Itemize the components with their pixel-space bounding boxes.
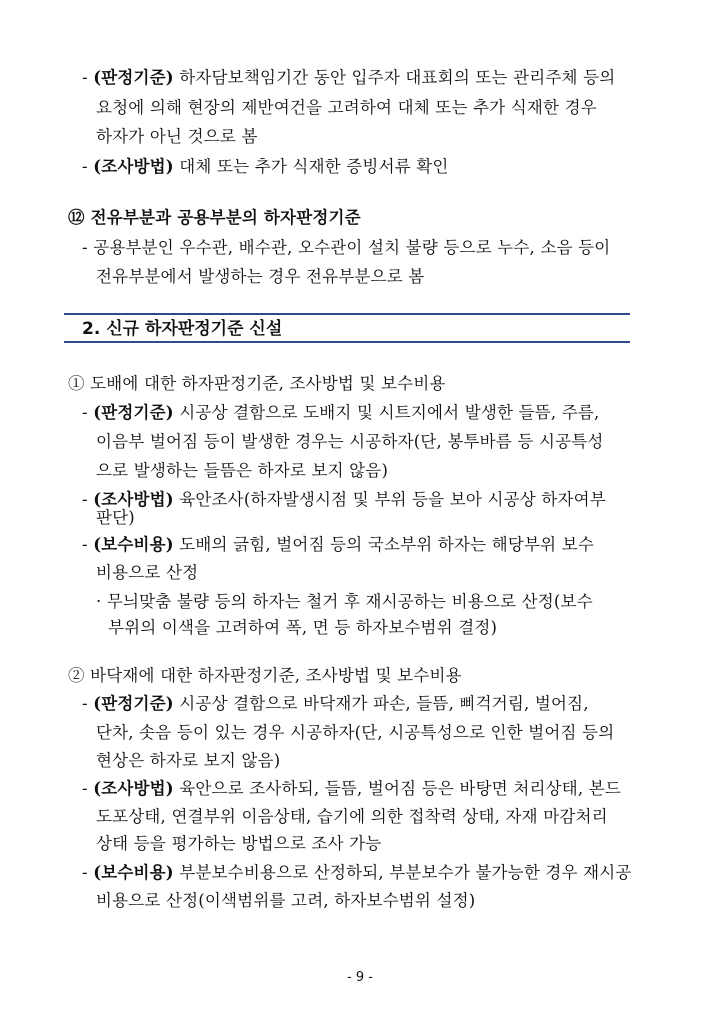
sec11-line-2: 요청에 의해 현장의 제반여건을 고려하여 대체 또는 추가 식재한 경우: [96, 98, 597, 117]
section-heading: 2. 신규 하자판정기준 신설: [82, 319, 283, 339]
item1-sub-line-2: 부위의 이색을 고려하여 폭, 면 등 하자보수범위 결정): [108, 618, 498, 637]
item2-criteria-line-2: 단차, 솟음 등이 있는 경우 시공하자(단, 시공특성으로 인한 벌어짐 등의: [96, 723, 615, 742]
sec11-line-1: - (판정기준) 하자담보책임기간 동안 입주자 대표회의 또는 관리주체 등의: [82, 68, 616, 87]
item2-method-line-3: 상태 등을 평가하는 방법으로 조사 가능: [96, 834, 382, 853]
item1-method-line-1: - (조사방법) 육안조사(하자발생시점 및 부위 등을 보아 시공상 하자여부: [82, 490, 606, 509]
criteria-tag: (판정기준): [93, 68, 174, 87]
sec11-line-3: 하자가 아닌 것으로 봄: [96, 127, 258, 146]
item2-criteria-line-3: 현상은 하자로 보지 않음): [96, 751, 281, 770]
item2-cost-line-1: - (보수비용) 부분보수비용으로 산정하되, 부분보수가 불가능한 경우 재시공: [82, 863, 632, 882]
item1-criteria-line-3: 으로 발생하는 들뜸은 하자로 보지 않음): [96, 461, 389, 480]
item1-criteria-line-1: - (판정기준) 시공상 결함으로 도배지 및 시트지에서 발생한 들뜸, 주름,: [82, 403, 600, 422]
criteria-tag: (판정기준): [93, 403, 174, 422]
page-number: - 9 -: [347, 970, 373, 985]
method-tag: (조사방법): [93, 779, 174, 798]
item2-method-line-1: - (조사방법) 육안으로 조사하되, 들뜸, 벌어짐 등은 바탕면 처리상태, 본드: [82, 779, 622, 798]
item1-method-line-2: 판단): [96, 508, 135, 527]
item1-title: ① 도배에 대한 하자판정기준, 조사방법 및 보수비용: [68, 374, 446, 393]
sec12-title: ⑫ 전유부분과 공용부분의 하자판정기준: [68, 208, 361, 227]
item2-method-line-2: 도포상태, 연결부위 이음상태, 습기에 의한 접착력 상태, 자재 마감처리: [96, 807, 608, 826]
section-heading-box: [64, 313, 630, 343]
criteria-tag: (판정기준): [93, 694, 174, 713]
method-tag: (조사방법): [93, 490, 174, 509]
item2-criteria-line-1: - (판정기준) 시공상 결함으로 바닥재가 파손, 들뜸, 삐걱거림, 벌어짐,: [82, 694, 589, 713]
sec12-line-1: - 공용부분인 우수관, 배수관, 오수관이 설치 불량 등으로 누수, 소음 등이: [82, 238, 611, 257]
method-tag: (조사방법): [93, 157, 174, 176]
cost-tag: (보수비용): [93, 535, 174, 554]
item1-cost-line-2: 비용으로 산정: [96, 563, 199, 582]
item1-sub-line-1: · 무늬맞춤 불량 등의 하자는 철거 후 재시공하는 비용으로 산정(보수: [96, 592, 593, 611]
sec11-line-4: - (조사방법) 대체 또는 추가 식재한 증빙서류 확인: [82, 157, 449, 176]
item2-cost-line-2: 비용으로 산정(이색범위를 고려, 하자보수범위 설정): [96, 891, 476, 910]
item2-title: ② 바닥재에 대한 하자판정기준, 조사방법 및 보수비용: [68, 666, 462, 685]
item1-criteria-line-2: 이음부 벌어짐 등이 발생한 경우는 시공하자(단, 봉투바름 등 시공특성: [96, 432, 604, 451]
item1-cost-line-1: - (보수비용) 도배의 긁힘, 벌어짐 등의 국소부위 하자는 해당부위 보수: [82, 535, 595, 554]
cost-tag: (보수비용): [93, 863, 174, 882]
sec12-line-2: 전유부분에서 발생하는 경우 전유부분으로 봄: [96, 267, 425, 286]
